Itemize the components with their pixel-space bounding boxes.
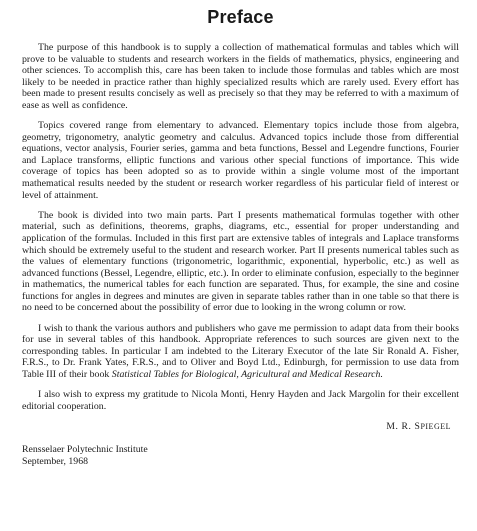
author-signature bbox=[22, 421, 451, 433]
paragraph-thanks bbox=[22, 323, 459, 381]
signature-initials: M. R. S bbox=[386, 420, 421, 432]
thanks-text: I wish to thank the various authors and publishers who gave me permission to adapt data from their books for use in several tables of this handbook. Appropriate references to such sources are given next to the corresponding tables. In particular I am indebted to the Literary Executor of the late Sir Ronald A. Fisher, F.R.S., to Dr. Frank Yates, F.R.S., and to Oliver and Boyd Ltd., Edinburgh, for permission to use data from Table III of their book bbox=[22, 322, 459, 380]
page-title: Preface bbox=[207, 7, 274, 27]
signature-surname: PIEGEL bbox=[420, 421, 451, 431]
paragraph-topics: Topics covered range from elementary to advanced. Elementary topics include those from algebra, geometry, trigonometry, analytic geometry and calculus. Advanced topics include those from differential equations, vector analysis, Fourier series, gamma and beta functions, Bessel and Legendre functions, Fourier and Laplace transforms, elliptic functions and various other special functions of importance. This wide coverage of topics has been adopted so as to provide within a single volume most of the important mathematical results needed by the student or research worker regardless of his particular field of interest or level of attainment. bbox=[22, 120, 459, 201]
institution: Rensselaer Polytechnic Institute bbox=[22, 444, 148, 456]
book-title: Statistical Tables for Biological, Agricultural and Medical Research. bbox=[111, 368, 383, 380]
paragraph-structure: The book is divided into two main parts. Part I presents mathematical formulas together with other material, such as definitions, theorems, graphs, diagrams, etc., essential for proper understanding and application of the formulas. Included in this first part are extensive tables of integrals and Laplace transforms which should be extremely useful to the student and research worker. Part II presents numerical tables such as the values of elementary functions (trigonometric, logarithmic, exponential, hyperbolic, etc.) as well as advanced functions (Bessel, Legendre, elliptic, etc.). In order to eliminate confusion, especially to the beginner in mathematics, the numerical tables for each function are separated. Thus, for example, the sine and cosine functions for angles in degrees and minutes are given in separate tables rather than in one table so that there is no need to be concerned about the possibility of error due to looking in the wrong column or row. bbox=[22, 209, 459, 314]
date: September, 1968 bbox=[22, 455, 88, 467]
paragraph-gratitude: I also wish to express my gratitude to Nicola Monti, Henry Hayden and Jack Margolin for their excellent editorial cooperation. bbox=[22, 389, 459, 412]
paragraph-purpose: The purpose of this handbook is to supply a collection of mathematical formulas and tables which will prove to be valuable to students and research workers in the fields of mathematics, physics, engineering and other sciences. To accomplish this, care has been taken to include those formulas and tables which are most likely to be needed in practice rather than highly specialized results which are rarely used. Every effort has been made to present results concisely as well as precisely so that they may be referred to with a maximum of ease as well as confidence. bbox=[22, 42, 459, 111]
